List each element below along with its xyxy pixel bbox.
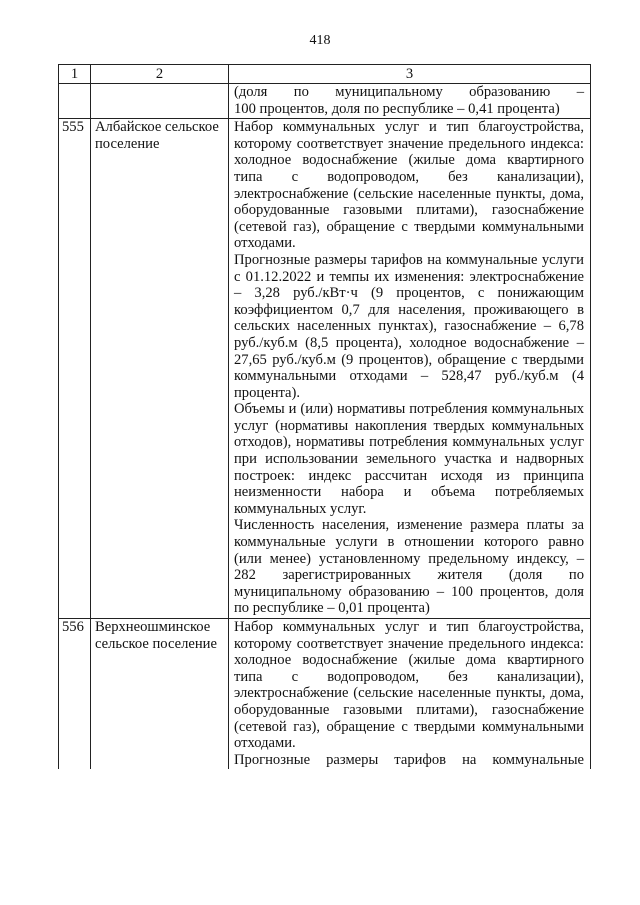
continuation-row xyxy=(59,84,591,119)
paragraph-population: Численность населения, изменение размера платы за коммунальные услуги в отношении которого равно (или менее) установленному предельному индексу, – 282 зарегистрированных жителя (доля по муниципальному образованию – 100 процентов, доля по республике – 0,01 процента) xyxy=(234,517,584,617)
table-row xyxy=(59,119,591,619)
header-col-3: 3 xyxy=(229,65,591,84)
row-description xyxy=(229,619,591,770)
continuation-num-cell xyxy=(59,84,91,119)
settlement-name: Албайское сельское поселение xyxy=(91,119,229,619)
page-number: 418 xyxy=(309,33,331,48)
continuation-line-2: 100 процентов, доля по республике – 0,41 процента) xyxy=(234,100,560,117)
paragraph-services-set: Набор коммунальных услуг и тип благоустройства, которому соответствует значение предельного индекса: холодное водоснабжение (жилые дома квартирного типа с водопроводом, без канализации), электроснабжение (сельские населенные пункты, дома, оборудованные газовыми плитами), газоснабжение (сетевой газ), обращение с твердыми коммунальными отходами. xyxy=(234,119,584,252)
settlement-name: Верхнеошминское сельское поселение xyxy=(91,619,229,770)
continuation-text-cell xyxy=(229,84,591,119)
header-col-1: 1 xyxy=(59,65,91,84)
row-number: 556 xyxy=(59,619,91,770)
tariff-table xyxy=(58,64,591,769)
table-row xyxy=(59,619,591,770)
paragraph-tariffs: Прогнозные размеры тарифов на коммунальные услуги с 01.12.2022 и темпы их изменения: электроснабжение – 3,28 руб./кВт·ч (9 процентов, с понижающим коэффициентом 0,7 для населения, проживающего в сельских населенных пунктах), газоснабжение – 6,78 руб./куб.м (8,5 процента), холодное водоснабжение – 27,65 руб./куб.м (9 процентов), обращение с твердыми коммунальными отходами – 528,47 руб./куб.м (4 процента). xyxy=(234,251,584,401)
paragraph-services-set: Набор коммунальных услуг и тип благоустройства, которому соответствует значение предельного индекса: холодное водоснабжение (жилые дома квартирного типа с водопроводом, без канализации), электроснабжение (сельские населенные пункты, дома, оборудованные газовыми плитами), газоснабжение (сетевой газ), обращение с твердыми коммунальными отходами. xyxy=(234,619,584,752)
table-header-row xyxy=(59,65,591,84)
header-col-2: 2 xyxy=(91,65,229,84)
row-number: 555 xyxy=(59,119,91,619)
paragraph-volumes: Объемы и (или) нормативы потребления коммунальных услуг (нормативы накопления твердых коммунальных отходов), нормативы потребления коммунальных услуг при использовании земельного участка и надворных построек: индекс рассчитан исходя из принципа неизменности набора и объема потребляемых коммунальных услуг. xyxy=(234,401,584,517)
continuation-name-cell xyxy=(91,84,229,119)
paragraph-tariffs: Прогнозные размеры тарифов на коммунальные xyxy=(234,751,584,768)
row-description xyxy=(229,119,591,619)
continuation-line-1: (доля по муниципальному образованию – xyxy=(234,84,584,100)
